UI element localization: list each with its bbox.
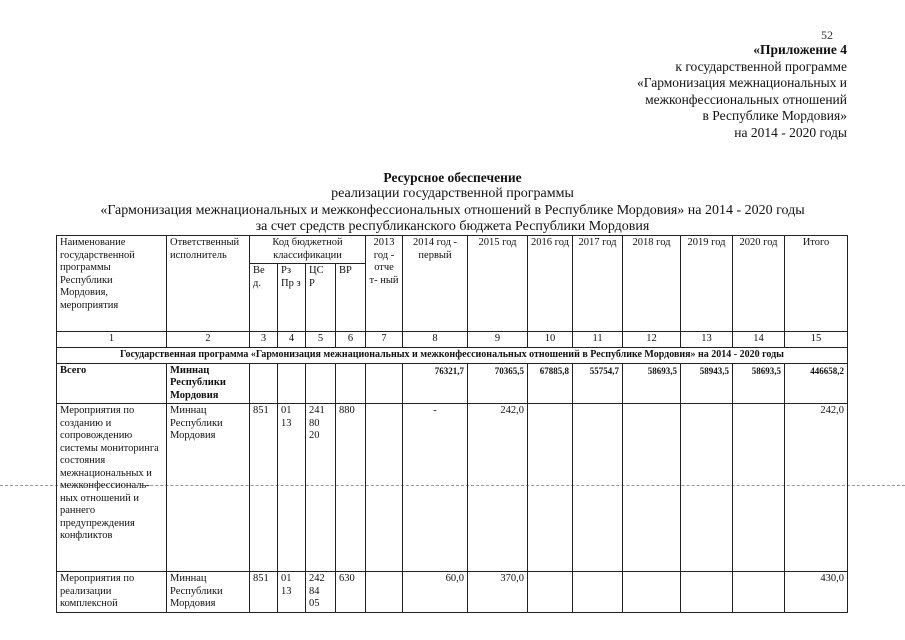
row-vr: 880 xyxy=(336,404,366,572)
row-2019: 58943,5 xyxy=(681,363,733,404)
row-name: Мероприятия по созданию и сопровождению системы мониторинга состояния межнациональных и межконфессиональ- ных отношений и раннего предупреждения конфликтов xyxy=(57,404,167,572)
heading-line: «Гармонизация межнациональных и межконфессиональных отношений в Республике Мордовия» на 2014 - 2020 годы xyxy=(100,203,805,218)
row-vr: 630 xyxy=(336,572,366,613)
header-2015: 2015 год xyxy=(468,236,528,332)
row-rzpr: 01 13 xyxy=(278,572,306,613)
row-2017: 55754,7 xyxy=(573,363,623,404)
row-rzpr xyxy=(278,363,306,404)
row-2015: 70365,5 xyxy=(468,363,528,404)
row-ved: 851 xyxy=(250,572,278,613)
row-csr: 242 84 05 xyxy=(306,572,336,613)
row-name: Мероприятия по реализации комплексной xyxy=(57,572,167,613)
program-row xyxy=(57,348,848,364)
header-2014: 2014 год - первый xyxy=(403,236,468,332)
row-vr xyxy=(336,363,366,404)
header-name: Наименование государственной программы Республики Мордовия, мероприятия xyxy=(57,236,167,332)
row-2014: - xyxy=(403,404,468,572)
row-2015: 370,0 xyxy=(468,572,528,613)
appendix-title: «Приложение 4 xyxy=(753,42,847,57)
header-csr: ЦС Р xyxy=(306,264,336,332)
col-num: 12 xyxy=(623,332,681,348)
header-row xyxy=(57,236,848,264)
row-csr: 241 80 20 xyxy=(306,404,336,572)
row-total: 446658,2 xyxy=(785,363,848,404)
row-2013 xyxy=(366,363,403,404)
row-2020 xyxy=(733,572,785,613)
col-num: 5 xyxy=(306,332,336,348)
col-num: 7 xyxy=(366,332,403,348)
row-total: 242,0 xyxy=(785,404,848,572)
row-responsible: Миннац Республики Мордовия xyxy=(167,572,250,613)
col-num: 13 xyxy=(681,332,733,348)
col-num: 3 xyxy=(250,332,278,348)
row-2017 xyxy=(573,404,623,572)
column-number-row xyxy=(57,332,848,348)
header-2017: 2017 год xyxy=(573,236,623,332)
table-row xyxy=(57,572,848,613)
appendix-line: на 2014 - 2020 годы xyxy=(734,124,847,140)
row-ved xyxy=(250,363,278,404)
appendix-block xyxy=(517,42,847,141)
appendix-line: к государственной программе xyxy=(675,58,847,74)
appendix-line: в Республике Мордовия» xyxy=(702,108,847,123)
row-2016: 67885,8 xyxy=(528,363,573,404)
col-num: 14 xyxy=(733,332,785,348)
row-2019 xyxy=(681,404,733,572)
row-2016 xyxy=(528,404,573,572)
header-2018: 2018 год xyxy=(623,236,681,332)
col-num: 10 xyxy=(528,332,573,348)
row-2016 xyxy=(528,572,573,613)
row-rzpr: 01 13 xyxy=(278,404,306,572)
row-2020 xyxy=(733,404,785,572)
col-num: 2 xyxy=(167,332,250,348)
header-2019: 2019 год xyxy=(681,236,733,332)
page-number: 52 xyxy=(821,28,833,42)
header-ved: Ве д. xyxy=(250,264,278,332)
row-2018 xyxy=(623,404,681,572)
row-2018 xyxy=(623,572,681,613)
row-csr xyxy=(306,363,336,404)
heading-line: реализации государственной программы xyxy=(331,186,574,201)
header-kbk: Код бюджетной классификации xyxy=(250,236,366,264)
row-2020: 58693,5 xyxy=(733,363,785,404)
header-vr: ВР xyxy=(336,264,366,332)
heading-title: Ресурсное обеспечение xyxy=(383,170,522,185)
program-title: Государственная программа «Гармонизация межнациональных и межконфессиональных отношений в Республике Мордовия» на 2014 - 2020 годы xyxy=(57,348,848,364)
appendix-line: «Гармонизация межнациональных и xyxy=(636,75,847,90)
heading-line: за счет средств республиканского бюджета Республики Мордовия xyxy=(255,219,650,234)
row-2015: 242,0 xyxy=(468,404,528,572)
resource-table xyxy=(56,235,848,613)
col-num: 9 xyxy=(468,332,528,348)
appendix-line: межконфессиональных отношений xyxy=(645,91,847,107)
header-2016: 2016 год xyxy=(528,236,573,332)
table-row xyxy=(57,363,848,404)
row-2018: 58693,5 xyxy=(623,363,681,404)
col-num: 8 xyxy=(403,332,468,348)
row-2019 xyxy=(681,572,733,613)
col-num: 15 xyxy=(785,332,848,348)
header-responsible: Ответственный исполнитель xyxy=(167,236,250,332)
row-name: Всего xyxy=(57,363,167,404)
row-total: 430,0 xyxy=(785,572,848,613)
col-num: 11 xyxy=(573,332,623,348)
header-rzpr: Рз Пр з xyxy=(278,264,306,332)
header-2020: 2020 год xyxy=(733,236,785,332)
row-2013 xyxy=(366,572,403,613)
row-responsible: Миннац Республики Мордовия xyxy=(167,404,250,572)
col-num: 6 xyxy=(336,332,366,348)
row-2014: 76321,7 xyxy=(403,363,468,404)
row-2013 xyxy=(366,404,403,572)
header-total: Итого xyxy=(785,236,848,332)
row-ved: 851 xyxy=(250,404,278,572)
header-2013: 2013 год - отче т- ный xyxy=(366,236,403,332)
row-2017 xyxy=(573,572,623,613)
col-num: 4 xyxy=(278,332,306,348)
row-responsible: Миннац Республики Мордовия xyxy=(167,363,250,404)
col-num: 1 xyxy=(57,332,167,348)
table-row xyxy=(57,404,848,572)
row-2014: 60,0 xyxy=(403,572,468,613)
